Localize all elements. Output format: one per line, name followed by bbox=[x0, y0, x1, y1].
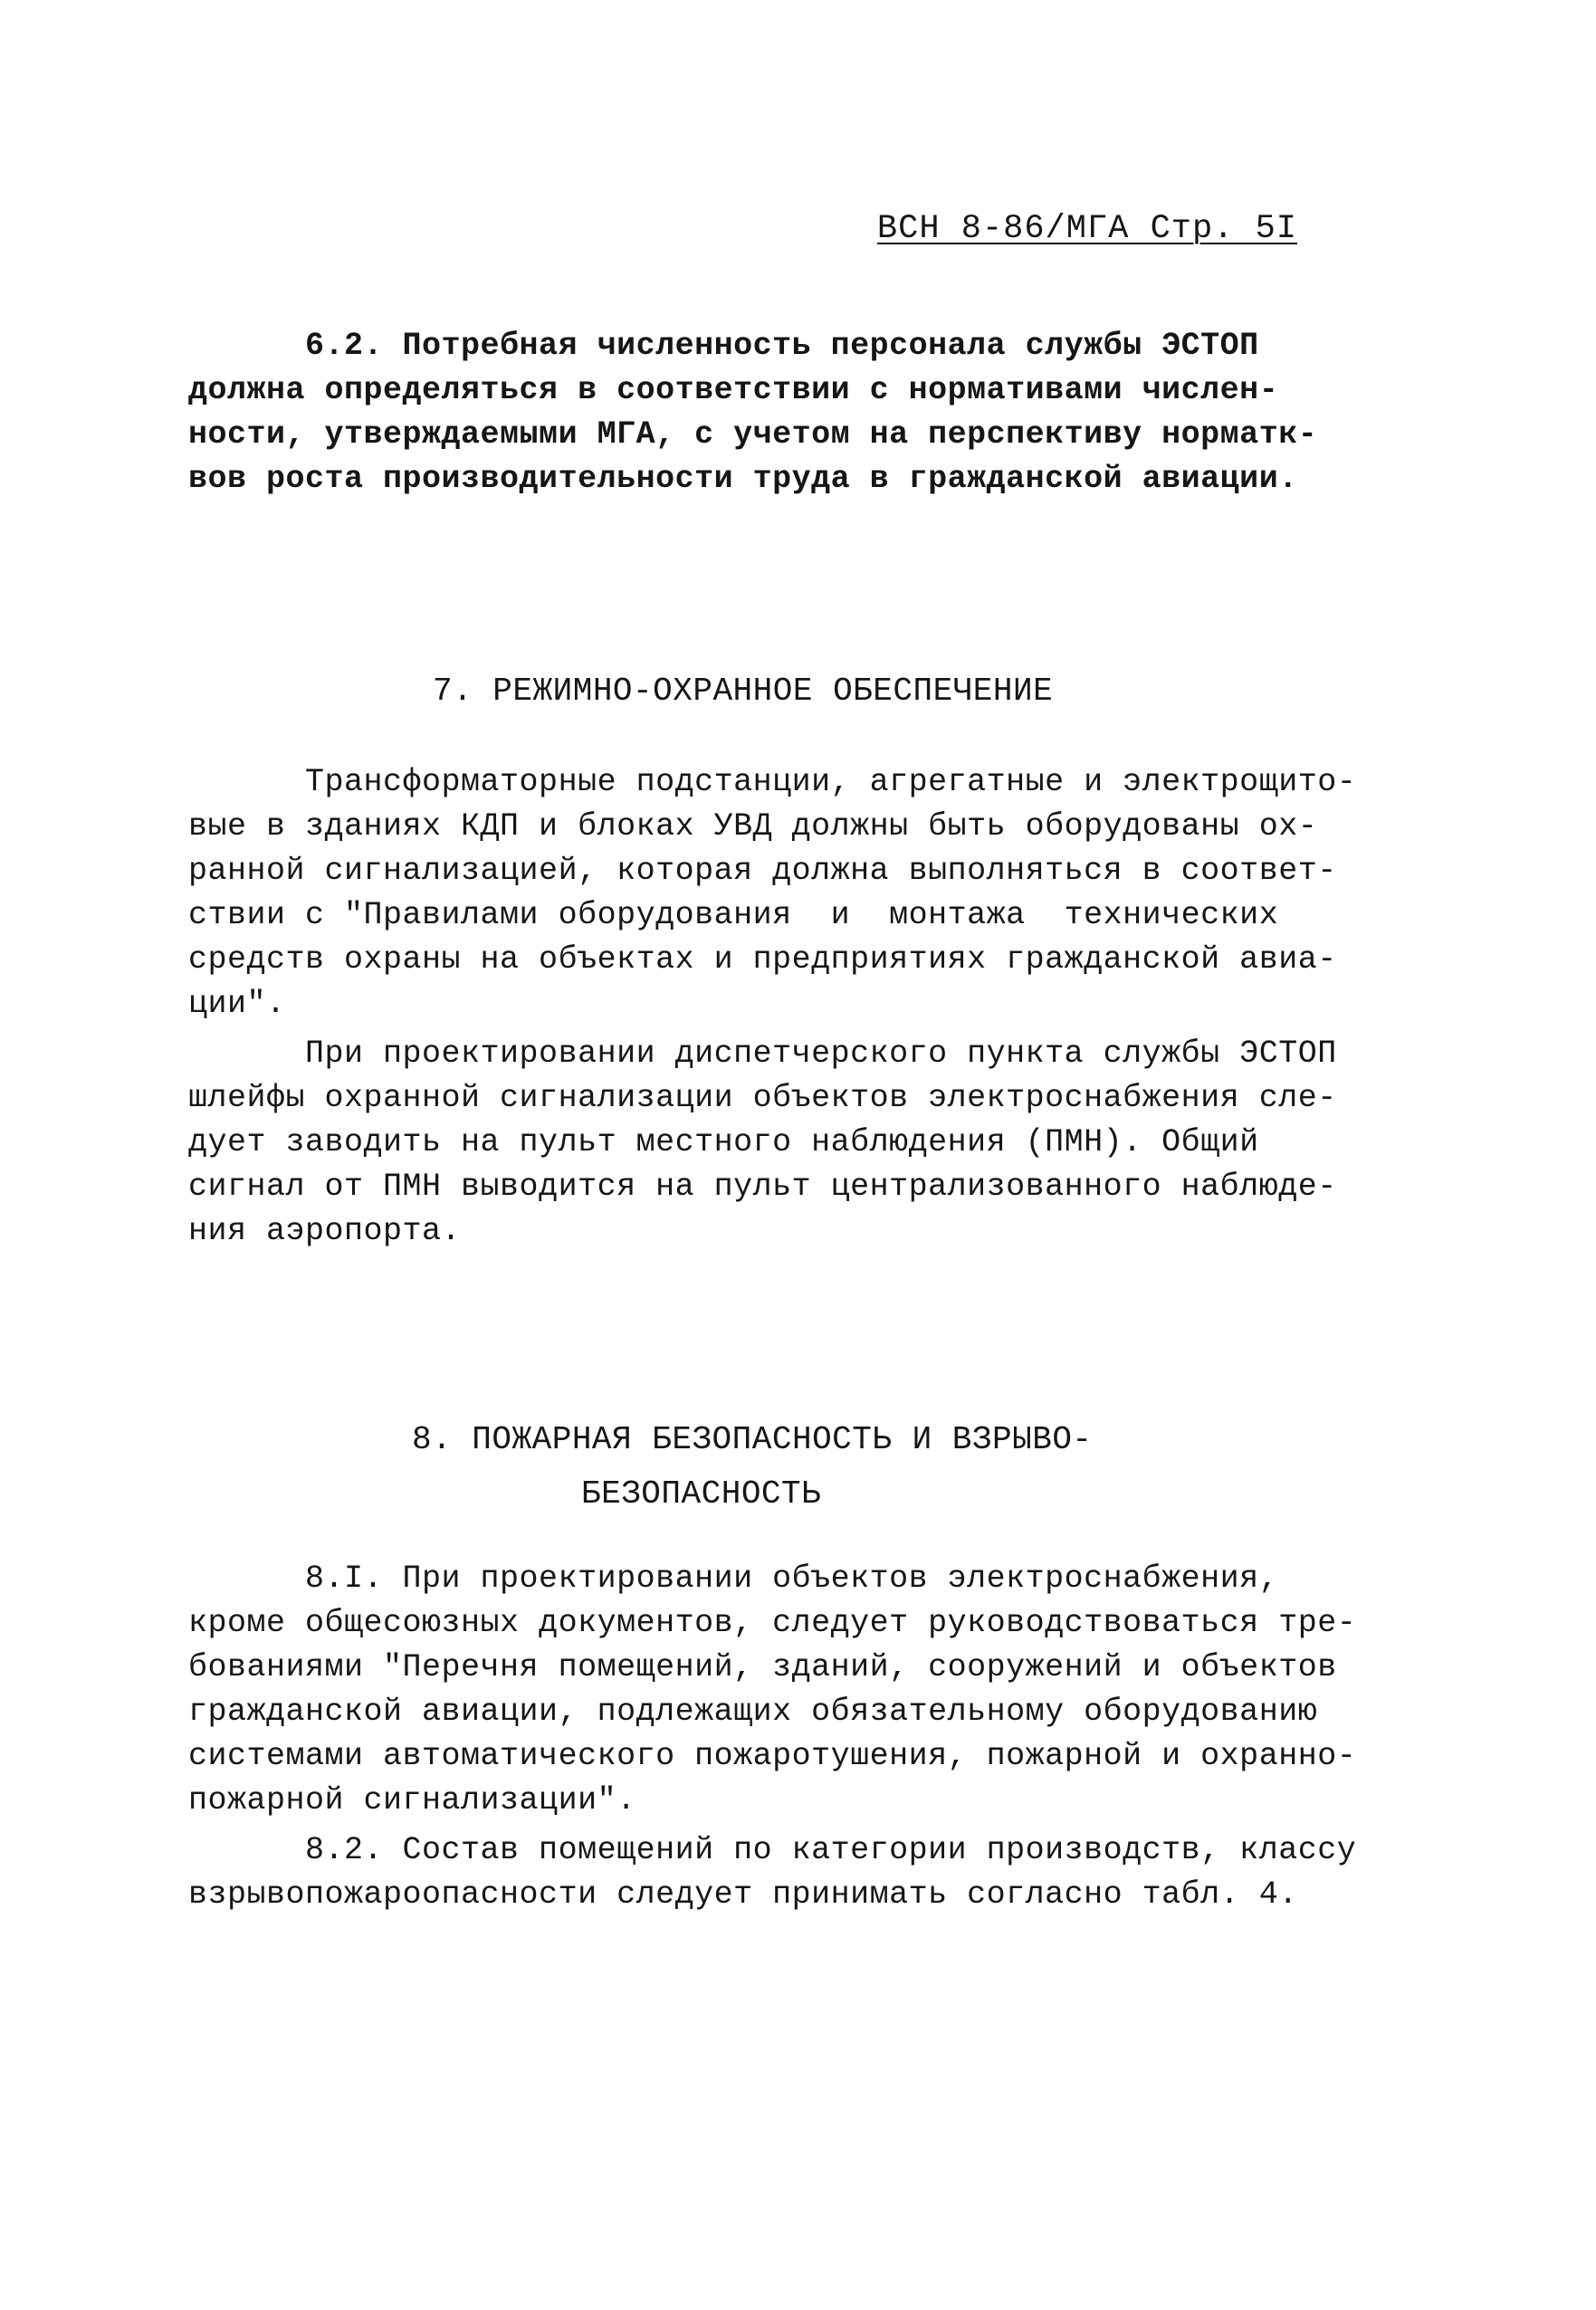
text-line: системами автоматического пожаротушения, пожарной и охранно- bbox=[188, 1738, 1357, 1774]
text-line: ности, утверждаемыми МГА, с учетом на перспективу норматк- bbox=[188, 416, 1318, 453]
text-line: вые в зданиях КДП и блоках УВД должны быть оборудованы ох- bbox=[188, 808, 1318, 845]
page-header: ВСН 8-86/МГА Стр. 5I bbox=[876, 210, 1297, 248]
text-line: вов роста производительности труда в гражданской авиации. bbox=[188, 461, 1298, 497]
text-line: пожарной сигнализации". bbox=[188, 1782, 636, 1818]
text-line: 8.2. Состав помещений по категории производств, классу bbox=[188, 1832, 1357, 1868]
text-line: взрывопожароопасности следует принимать согласно табл. 4. bbox=[188, 1876, 1298, 1913]
text-line: 8.I. При проектировании объектов электроснабжения, bbox=[188, 1561, 1279, 1597]
text-line: При проектировании диспетчерского пункта службы ЭСТОП bbox=[188, 1036, 1337, 1072]
text-line: 6.2. Потребная численность персонала службы ЭСТОП bbox=[188, 328, 1259, 364]
section-7-heading: 7. РЕЖИМНО-ОХРАННОЕ ОБЕСПЕЧЕНИЕ bbox=[433, 673, 1054, 710]
text-line: кроме общесоюзных документов, следует руководствоваться тре- bbox=[188, 1605, 1357, 1641]
text-line: ния аэропорта. bbox=[188, 1213, 462, 1249]
section-8-heading-line-2: БЕЗОПАСНОСТЬ bbox=[581, 1475, 822, 1513]
text-line: гражданской авиации, подлежащих обязательному оборудованию bbox=[188, 1694, 1318, 1730]
text-line: ранной сигнализацией, которая должна выполняться в соответ- bbox=[188, 853, 1337, 889]
section-8-heading-line-1: 8. ПОЖАРНАЯ БЕЗОПАСНОСТЬ И ВЗРЫВО- bbox=[412, 1421, 1093, 1458]
text-line: ствии с "Правилами оборудования и монтажа технических bbox=[188, 897, 1279, 933]
section-6-2-paragraph bbox=[188, 324, 1338, 501]
section-7-paragraph-1 bbox=[188, 760, 1357, 1026]
text-line: ции". bbox=[188, 986, 286, 1022]
text-line: Трансформаторные подстанции, агрегатные и электрощито- bbox=[188, 764, 1357, 800]
text-line: средств охраны на объектах и предприятиях гражданской авиа- bbox=[188, 941, 1337, 978]
text-line: бованиями "Перечня помещений, зданий, сооружений и объектов bbox=[188, 1649, 1337, 1685]
text-line: должна определяться в соответствии с нормативами числен- bbox=[188, 372, 1279, 408]
text-line: шлейфы охранной сигнализации объектов электроснабжения сле- bbox=[188, 1080, 1337, 1116]
text-line: дует заводить на пульт местного наблюдения (ПМН). Общий bbox=[188, 1124, 1259, 1160]
section-7-paragraph-2 bbox=[188, 1032, 1338, 1254]
section-8-2-paragraph bbox=[188, 1828, 1357, 1917]
section-8-1-paragraph bbox=[188, 1557, 1357, 1823]
text-line: сигнал от ПМН выводится на пульт централизованного наблюде- bbox=[188, 1169, 1337, 1205]
